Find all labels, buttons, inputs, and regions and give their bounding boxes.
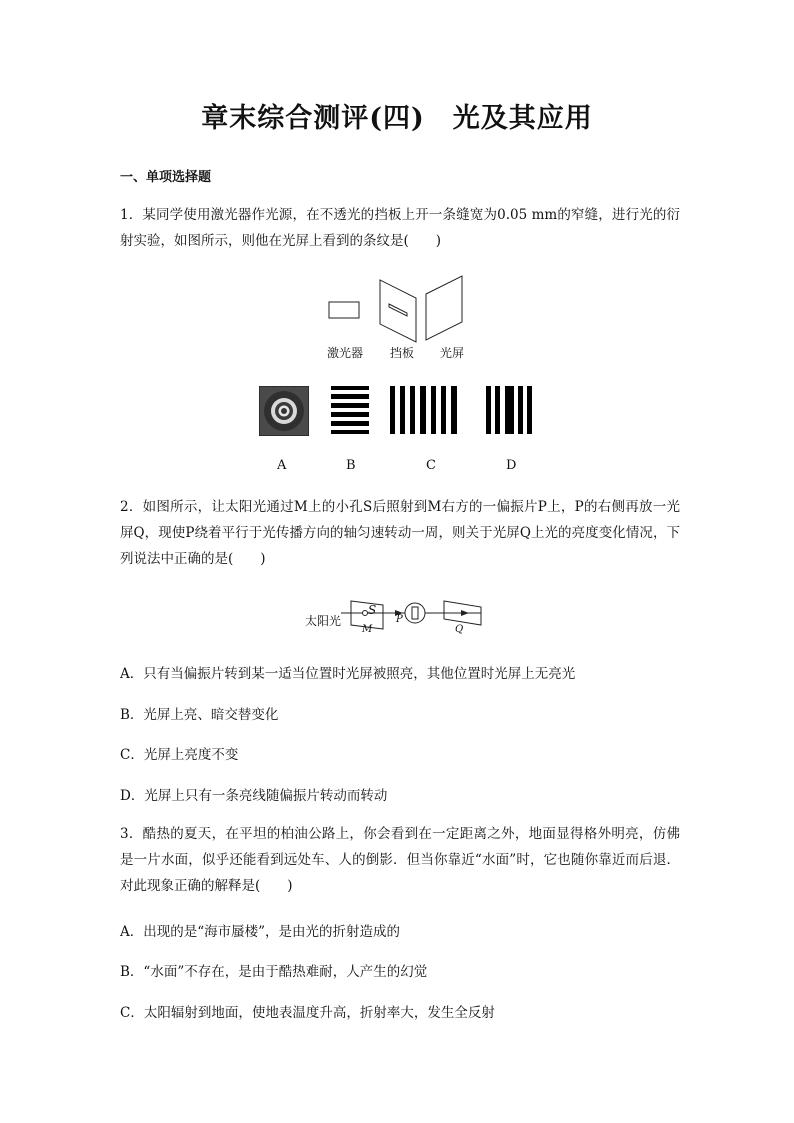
q3-option-b: B．“水面”不存在，是由于酷热难耐，人产生的幻觉 xyxy=(120,964,428,980)
arrow-2 xyxy=(461,610,469,616)
laser-label: 激光器 xyxy=(327,346,364,360)
board-m-label: M xyxy=(362,624,373,635)
q2-option-d: D．光屏上只有一条亮线随偏振片转动而转动 xyxy=(120,788,388,804)
q2-option-c: C．光屏上亮度不变 xyxy=(120,747,239,763)
pattern-a-rings xyxy=(259,386,309,436)
sunlight-label: 太阳光 xyxy=(305,614,342,628)
answer-label-a: A xyxy=(277,458,287,473)
diffraction-setup-figure xyxy=(320,274,470,344)
screen-shape xyxy=(426,276,462,340)
hole-s-shape xyxy=(363,611,368,616)
question-2-text: 2．如图所示，让太阳光通过M上的小孔S后照射到M右方的一偏振片P上，P的右侧再放一光屏Q，现使P绕着平行于光传播方向的轴匀速转动一周，则关于光屏Q上光的亮度变化情况，下列说法中正确的是( ) xyxy=(120,499,680,567)
polarizer-p-label: P xyxy=(396,614,403,625)
barrier-label: 挡板 xyxy=(390,346,415,360)
pattern-c-vertical-equal xyxy=(390,386,458,434)
pattern-b-horizontal xyxy=(331,386,369,434)
q3-option-a: A．出现的是“海市蜃楼”，是由光的折射造成的 xyxy=(120,924,401,940)
question-1-text: 1．某同学使用激光器作光源，在不透光的挡板上开一条缝宽为0.05 mm的窄缝，进行光的衍射实验，如图所示，则他在光屏上看到的条纹是( ) xyxy=(120,207,680,249)
pattern-d-vertical-wide-center xyxy=(486,386,532,434)
answer-label-c: C xyxy=(426,458,436,473)
slit-shape xyxy=(389,304,407,316)
question-3-text: 3．酷热的夏天，在平坦的柏油公路上，你会看到在一定距离之外，地面显得格外明亮，仿佛是一片水面，似乎还能看到远处车、人的倒影．但当你靠近“水面”时，它也随你靠近而后退．对此现象正确的解释是( ) xyxy=(120,826,680,894)
screen-label: 光屏 xyxy=(440,346,465,360)
answer-label-d: D xyxy=(506,458,517,473)
laser-shape xyxy=(329,302,359,318)
screen-q-label: Q xyxy=(455,624,464,635)
answer-label-b: B xyxy=(346,458,356,473)
section-heading: 一、单项选择题 xyxy=(120,170,212,185)
hole-s-label: S xyxy=(368,603,377,617)
q3-option-c: C．太阳辐射到地面，使地表温度升高，折射率大，发生全反射 xyxy=(120,1005,495,1021)
page-title: 章末综合测评(四) 光及其应用 xyxy=(201,103,593,134)
q2-option-b: B．光屏上亮、暗交替变化 xyxy=(120,707,279,723)
q2-option-a: A．只有当偏振片转到某一适当位置时光屏被照亮，其他位置时光屏上无亮光 xyxy=(120,666,576,682)
